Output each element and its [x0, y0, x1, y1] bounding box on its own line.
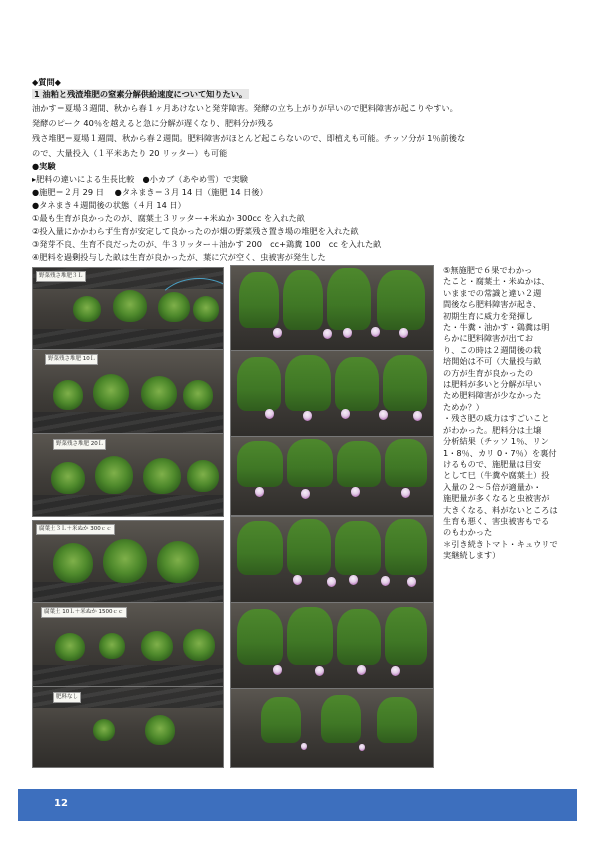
seedling: [141, 631, 173, 661]
turnip: [341, 409, 350, 419]
side-note-line: 入量の２～５倍が適量か・: [443, 481, 542, 492]
turnip: [399, 328, 408, 338]
photo-compost-3l: [32, 267, 224, 351]
result-2: ②投入量にかかわらず生育が安定して良かったのが畑の野菜残さ置き場の堆肥を入れた畝: [32, 226, 359, 236]
side-note-line: ⑤無施肥で６果でわかっ: [443, 265, 533, 275]
experiment-line-1: ▸肥料の違いによる生長比較 ●小カブ（あやめ雪）で実験: [32, 174, 248, 184]
turnip: [357, 665, 366, 675]
experiment-line-2: ●施肥＝２月 29 日 ●タネまき＝３月 14 日（施肥 14 日後）: [32, 187, 268, 197]
seedling: [187, 460, 219, 492]
seedling: [73, 296, 101, 322]
turnip: [407, 577, 416, 587]
seedling: [113, 290, 147, 322]
turnip: [379, 410, 388, 420]
turnip: [255, 487, 264, 497]
side-note-line: 培開始は不可（大量投与畝: [443, 356, 542, 367]
turnip: [327, 577, 336, 587]
side-note-line: の方が生育が良かったの: [443, 367, 534, 378]
seedling: [183, 380, 213, 410]
intro-line-3: 残さ堆肥＝夏場１週間、秋から春２週間。肥料障害がほとんど起こらないので、即植えも可能。チッソ分が 1％前後な: [32, 133, 466, 143]
turnip: [343, 328, 352, 338]
side-note-line: ためか？）: [443, 401, 484, 412]
question-label: ◆質問◆: [32, 77, 61, 87]
side-note-line: 初期生育に威力を発揮し: [443, 310, 534, 321]
intro-line-2: 発酵のピーク 40％を越えると急に分解が遅くなり、肥料分が残る: [32, 118, 274, 128]
photo-no-fertilizer: [32, 686, 224, 768]
page-title-text: 1 油粕と残渣堆肥の窒素分解供給速度について知りたい。: [34, 89, 248, 99]
side-note-line: 生育も悪く、害虫被害もでる: [443, 515, 550, 526]
photo-leafmold-3l: [32, 520, 224, 604]
photo-harvest-3: [230, 436, 434, 516]
seedling: [93, 719, 115, 741]
intro-line-1: 油かす＝夏場３週間、秋から春１ヶ月あけないと発芽障害。発酵の立ち上がりが早いので肥料障害が起こりやすい。: [32, 103, 458, 113]
page-title: [32, 89, 249, 101]
page-number: 12: [54, 798, 68, 809]
side-note-line: ・残さ肥の威力はすごいこと: [443, 413, 550, 424]
turnip: [265, 409, 274, 419]
side-note-line: いままでの常識と違い２週: [443, 287, 542, 298]
side-note-line: は肥料が多いと分解が早い: [443, 379, 542, 390]
side-note-line: た・牛糞・油かす・鶏糞は明: [443, 322, 550, 333]
side-note-line: 分析結果（チッソ 1％、リン: [443, 436, 549, 447]
seedling: [103, 539, 147, 583]
turnip: [315, 666, 324, 676]
side-note-line: 大きくなる、料がないところは: [443, 504, 558, 515]
turnip: [303, 411, 312, 421]
result-1: ①最も生育が良かったのが、腐葉土３リッター+米ぬか 300cc を入れた畝: [32, 213, 305, 223]
side-note-line: り、この時は２週間後の栽: [443, 344, 542, 355]
photo-compost-10l: [32, 349, 224, 435]
turnip: [273, 328, 282, 338]
side-note-line: がわかった。肥料分は土壌: [443, 424, 542, 435]
intro-line-4: ので、大量投入（１平米あたり 20 リッター）も可能: [32, 148, 228, 158]
turnip: [371, 327, 380, 337]
side-note-line: けるもので、施肥量は目安: [443, 458, 542, 469]
photo-compost-20l: [32, 433, 224, 517]
photo-label: 野菜残さ堆肥３Ｌ: [36, 271, 86, 282]
footer-bar: [18, 789, 577, 821]
photo-harvest-5: [230, 602, 434, 690]
side-note-line: 間後なら肥料障害が起き、: [443, 299, 541, 310]
seedling: [55, 633, 85, 661]
photo-harvest-2: [230, 350, 434, 438]
side-note-line: 実継続します）: [443, 550, 501, 561]
photo-harvest-4: [230, 516, 434, 604]
turnip: [273, 665, 282, 675]
turnip: [391, 666, 400, 676]
result-3: ③発芽不良、生育不良だったのが、牛３リッター＋油かす 200 cc+鶏糞 100 cc を入れた畝: [32, 239, 382, 249]
side-note: [443, 265, 573, 562]
side-note-line: として巳（牛糞や腐葉土）投: [443, 470, 550, 481]
photo-label: 腐葉土３Ｌ＋米ぬか 300ｃｃ: [36, 524, 115, 535]
turnip: [323, 329, 332, 339]
turnip: [413, 411, 422, 421]
seedling: [53, 380, 83, 410]
photo-label: 腐葉土 10Ｌ＋米ぬか 1500ｃｃ: [41, 607, 127, 618]
seedling: [183, 629, 215, 661]
seedling: [95, 456, 133, 494]
side-note-line: らかに肥料障害が出てお: [443, 333, 534, 344]
photo-label: 野菜残さ堆肥 10Ｌ: [45, 354, 98, 365]
side-note-line: たこと・腐葉土・米ぬかは、: [443, 276, 550, 287]
seedling: [145, 715, 175, 745]
seedling: [143, 458, 181, 494]
turnip: [381, 576, 390, 586]
experiment-line-3: ●タネまき４週間後の状態（４月 14 日）: [32, 200, 186, 210]
experiment-heading: ●実験: [32, 161, 56, 171]
turnip: [301, 743, 307, 750]
side-note-line: 施肥量が多くなると虫被害が: [443, 493, 550, 504]
seedling: [93, 374, 129, 410]
seedling: [157, 541, 199, 583]
seedling: [51, 462, 85, 494]
photo-label: 肥料なし: [53, 692, 81, 703]
side-note-line: のもわかった: [443, 527, 493, 538]
photo-harvest-1: [230, 265, 434, 352]
side-note-line: 1・8％、カリ 0・7％）を裏付: [443, 447, 557, 458]
seedling: [99, 633, 125, 659]
result-4: ④肥料を過剰投与した畝は生育が良かったが、葉に穴が空く、虫被害が発生した: [32, 252, 326, 262]
photo-harvest-6: [230, 688, 434, 768]
photo-label: 野菜残さ堆肥 20Ｌ: [53, 439, 106, 450]
photo-leafmold-10l: [32, 602, 224, 688]
side-note-line: ＊引き続きトマト・キュウリで: [443, 538, 558, 549]
turnip: [401, 488, 410, 498]
seedling: [53, 543, 93, 583]
side-note-line: ため肥料障害が少なかった: [443, 390, 542, 401]
turnip: [293, 575, 302, 585]
turnip: [351, 487, 360, 497]
turnip: [301, 489, 310, 499]
turnip: [349, 575, 358, 585]
turnip: [359, 744, 365, 751]
seedling: [141, 376, 177, 410]
